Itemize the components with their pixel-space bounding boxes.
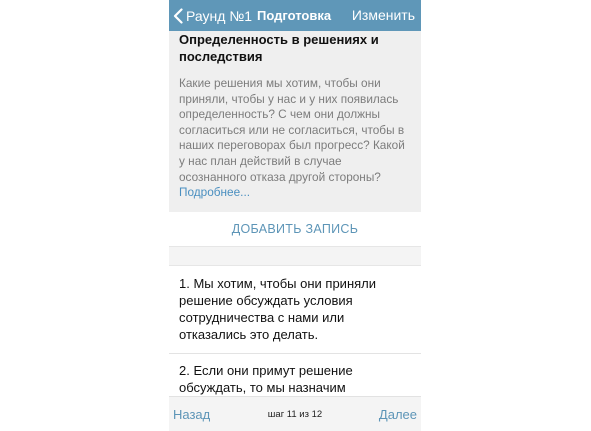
edit-button[interactable]: Изменить	[351, 7, 415, 23]
chevron-left-icon	[173, 8, 183, 24]
info-description	[179, 76, 411, 201]
back-button[interactable]	[173, 0, 252, 31]
bottom-toolbar	[169, 396, 421, 431]
back-button-label: Раунд №1	[186, 7, 253, 24]
list-item[interactable]: 1. Мы хотим, чтобы они приняли решение обсуждать условия сотрудничества с нами или отказались это делать.	[169, 266, 421, 354]
section-separator	[169, 246, 421, 266]
more-link[interactable]: Подробнее...	[179, 185, 251, 200]
info-title: Определенность в решениях и последствия	[179, 32, 379, 64]
app-screen	[169, 0, 421, 431]
step-indicator: шаг 11 из 12	[267, 409, 323, 420]
list-item[interactable]: 2. Если они примут решение обсуждать, то мы назначим	[169, 354, 421, 406]
next-step-button[interactable]: Далее	[378, 407, 417, 422]
entries-list	[169, 266, 421, 406]
info-card	[169, 31, 421, 212]
previous-step-button[interactable]: Назад	[173, 407, 211, 422]
page-title: Подготовка	[257, 8, 332, 23]
add-entry-button[interactable]: ДОБАВИТЬ ЗАПИСЬ	[169, 212, 421, 246]
navigation-bar	[169, 0, 421, 31]
info-description-text: Какие решения мы хотим, чтобы они приняли, чтобы у нас и у них появилась определенность? С чем они должны согласиться или не согласиться, чтобы в наших переговорах был прогресс? Какой у нас план действий в случае осознанного отказа другой стороны?	[179, 76, 405, 184]
